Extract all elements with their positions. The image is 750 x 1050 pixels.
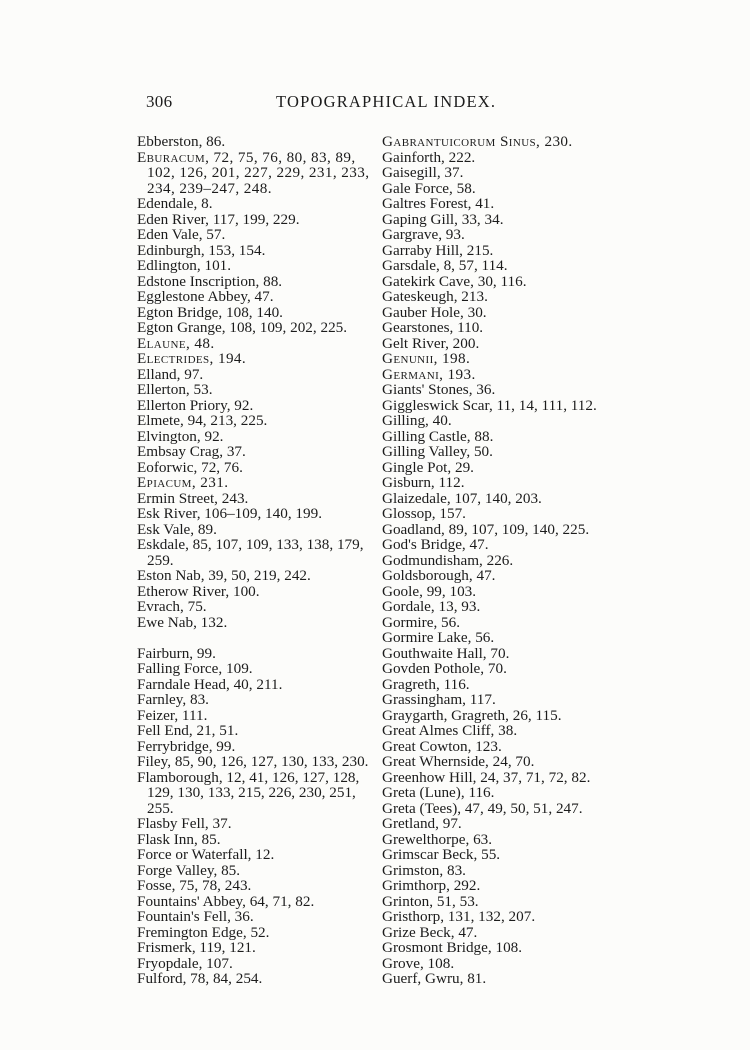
index-entry: Goldsborough, 47. <box>382 567 496 584</box>
index-entry: Edinburgh, 153, 154. <box>137 241 266 259</box>
index-entry: Grassingham, 117. <box>382 691 496 708</box>
index-entry: Fountain's Fell, 36. <box>137 908 254 925</box>
index-entry: Elland, 97. <box>137 365 204 383</box>
index-entry: Gabrantuicorum Sinus, 230. <box>382 133 573 150</box>
index-entry: Goole, 99, 103. <box>382 582 477 600</box>
index-entry: Grinton, 51, 53. <box>382 892 479 910</box>
index-entry: Goadland, 89, 107, 109, 140, 225. <box>382 520 590 538</box>
index-entry: Gormire Lake, 56. <box>382 629 495 646</box>
index-entry: Falling Force, 109. <box>137 660 253 677</box>
index-entry: Great Cowton, 123. <box>382 737 502 755</box>
index-entry: Germani, 193. <box>382 365 476 383</box>
index-entry: Grosmont Bridge, 108. <box>382 939 523 956</box>
index-entry: Great Almes Cliff, 38. <box>382 722 518 739</box>
index-entry: Gilling Valley, 50. <box>382 443 493 460</box>
index-entry: Grimston, 83. <box>382 861 466 879</box>
index-entry: Flamborough, 12, 41, 126, 127, 128, 129, 130, 133, 215, 226, 230, 251, 255. <box>137 768 360 817</box>
index-entry: Gateskeugh, 213. <box>382 288 488 305</box>
index-entry: Ferrybridge, 99. <box>137 737 236 755</box>
index-entry: Gormire, 56. <box>382 613 461 631</box>
index-entry: Edstone Inscription, 88. <box>137 272 283 290</box>
index-entry: Galtres Forest, 41. <box>382 195 495 212</box>
index-entry: Guerf, Gwru, 81. <box>382 970 487 987</box>
index-entry: Gordale, 13, 93. <box>382 598 481 615</box>
index-entry: Eden Vale, 57. <box>137 226 226 243</box>
index-entry: Epiacum, 231. <box>137 474 229 491</box>
index-entry: Eden River, 117, 199, 229. <box>137 210 300 228</box>
index-entry: Gilling, 40. <box>382 412 452 429</box>
index-entry: Garsdale, 8, 57, 114. <box>382 257 508 274</box>
index-entry: Great Whernside, 24, 70. <box>382 753 535 770</box>
page-header <box>146 92 616 116</box>
index-entry: Eston Nab, 39, 50, 219, 242. <box>137 567 311 584</box>
running-title: TOPOGRAPHICAL INDEX. <box>276 92 497 111</box>
index-entry: Gilling Castle, 88. <box>382 427 494 445</box>
index-entry: Edendale, 8. <box>137 195 213 212</box>
index-entry: Flask Inn, 85. <box>137 830 221 848</box>
index-entry: Govden Pothole, 70. <box>382 660 507 677</box>
index-entry: Gatekirk Cave, 30, 116. <box>382 272 527 290</box>
index-entry: Esk Vale, 89. <box>137 520 217 538</box>
index-entry: Eskdale, 85, 107, 109, 133, 138, 179, 259. <box>137 536 364 569</box>
index-entry: Garraby Hill, 215. <box>382 241 494 259</box>
index-entry: Grove, 108. <box>382 954 455 972</box>
index-entry: Evrach, 75. <box>137 598 207 615</box>
index-entry: Glaizedale, 107, 140, 203. <box>382 489 542 507</box>
index-entry: Eoforwic, 72, 76. <box>137 458 243 476</box>
index-entry: Gingle Pot, 29. <box>382 458 474 476</box>
index-entry: Embsay Crag, 37. <box>137 443 246 460</box>
index-entry: Ellerton Priory, 92. <box>137 396 254 414</box>
index-entry: Genunii, 198. <box>382 350 471 367</box>
index-entry: Gelt River, 200. <box>382 334 480 352</box>
index-entry: Glossop, 157. <box>382 505 466 522</box>
index-entry: Ellerton, 53. <box>137 381 213 398</box>
index-entry: Esk River, 106–109, 140, 199. <box>137 505 323 522</box>
index-entry: Ebberston, 86. <box>137 133 226 150</box>
index-entry: Gearstones, 110. <box>382 319 484 336</box>
index-entry: Greta (Tees), 47, 49, 50, 51, 247. <box>382 799 583 817</box>
index-entry: Fountains' Abbey, 64, 71, 82. <box>137 892 315 910</box>
index-entry: Ermin Street, 243. <box>137 489 249 507</box>
index-entry: Godmundisham, 226. <box>382 551 514 569</box>
index-entry: Gainforth, 222. <box>382 148 476 166</box>
index-entry: Gale Force, 58. <box>382 179 476 197</box>
index-entry: Electrides, 194. <box>137 350 247 367</box>
index-entry: Gaisegill, 37. <box>382 164 464 181</box>
index-entry: Egton Grange, 108, 109, 202, 225. <box>137 319 348 336</box>
index-entry: Forge Valley, 85. <box>137 861 241 879</box>
index-entry: Gretland, 97. <box>382 815 462 832</box>
index-entry: Gisburn, 112. <box>382 474 465 491</box>
index-entry: Fryopdale, 107. <box>137 954 233 972</box>
index-entry: Gargrave, 93. <box>382 226 465 243</box>
index-entry: Frismerk, 119, 121. <box>137 939 256 956</box>
index-entry: Fremington Edge, 52. <box>137 923 270 941</box>
index-entry: God's Bridge, 47. <box>382 536 489 553</box>
index-entry: Force or Waterfall, 12. <box>137 846 275 863</box>
index-entry: Gauber Hole, 30. <box>382 303 487 321</box>
index-entry: Giants' Stones, 36. <box>382 381 496 398</box>
index-entry: Fulford, 78, 84, 254. <box>137 970 263 987</box>
index-entry: Egglestone Abbey, 47. <box>137 288 274 305</box>
index-entry: Grize Beck, 47. <box>382 923 478 941</box>
index-entry: Gristhorp, 131, 132, 207. <box>382 908 536 925</box>
index-entry: Greta (Lune), 116. <box>382 784 495 801</box>
index-entry: Grewelthorpe, 63. <box>382 830 493 848</box>
index-entry: Feizer, 111. <box>137 706 208 724</box>
index-entry: Fosse, 75, 78, 243. <box>137 877 252 894</box>
index-entry: Elmete, 94, 213, 225. <box>137 412 268 429</box>
index-entry: Gaping Gill, 33, 34. <box>382 210 504 228</box>
index-entry: Grimthorp, 292. <box>382 877 481 894</box>
index-entry: Farnley, 83. <box>137 691 209 708</box>
index-entry: Giggleswick Scar, 11, 14, 111, 112. <box>382 396 597 414</box>
page-number: 306 <box>146 92 173 111</box>
index-entry: Farndale Head, 40, 211. <box>137 675 283 693</box>
index-entry: Grimscar Beck, 55. <box>382 846 501 863</box>
index-entry: Etherow River, 100. <box>137 582 260 600</box>
index-entry: Edlington, 101. <box>137 257 232 274</box>
index-entry: Ewe Nab, 132. <box>137 613 228 631</box>
index-column-left <box>137 134 375 987</box>
index-entry: Gouthwaite Hall, 70. <box>382 644 510 662</box>
index-entry: Greenhow Hill, 24, 37, 71, 72, 82. <box>382 768 591 786</box>
index-entry: Fairburn, 99. <box>137 644 216 662</box>
index-entry: Filey, 85, 90, 126, 127, 130, 133, 230. <box>137 753 369 770</box>
index-entry: Gragreth, 116. <box>382 675 470 693</box>
index-entry: Egton Bridge, 108, 140. <box>137 303 283 321</box>
index-entry: Flasby Fell, 37. <box>137 815 232 832</box>
index-column-right <box>382 134 632 987</box>
index-entry: Fell End, 21, 51. <box>137 722 239 739</box>
index-entry: Eburacum, 72, 75, 76, 80, 83, 89, 102, 126, 201, 227, 229, 231, 233, 234, 239–247, 248. <box>137 148 370 197</box>
index-entry: Graygarth, Gragreth, 26, 115. <box>382 706 562 724</box>
index-entry: Elvington, 92. <box>137 427 224 445</box>
index-entry: Elaune, 48. <box>137 334 215 352</box>
